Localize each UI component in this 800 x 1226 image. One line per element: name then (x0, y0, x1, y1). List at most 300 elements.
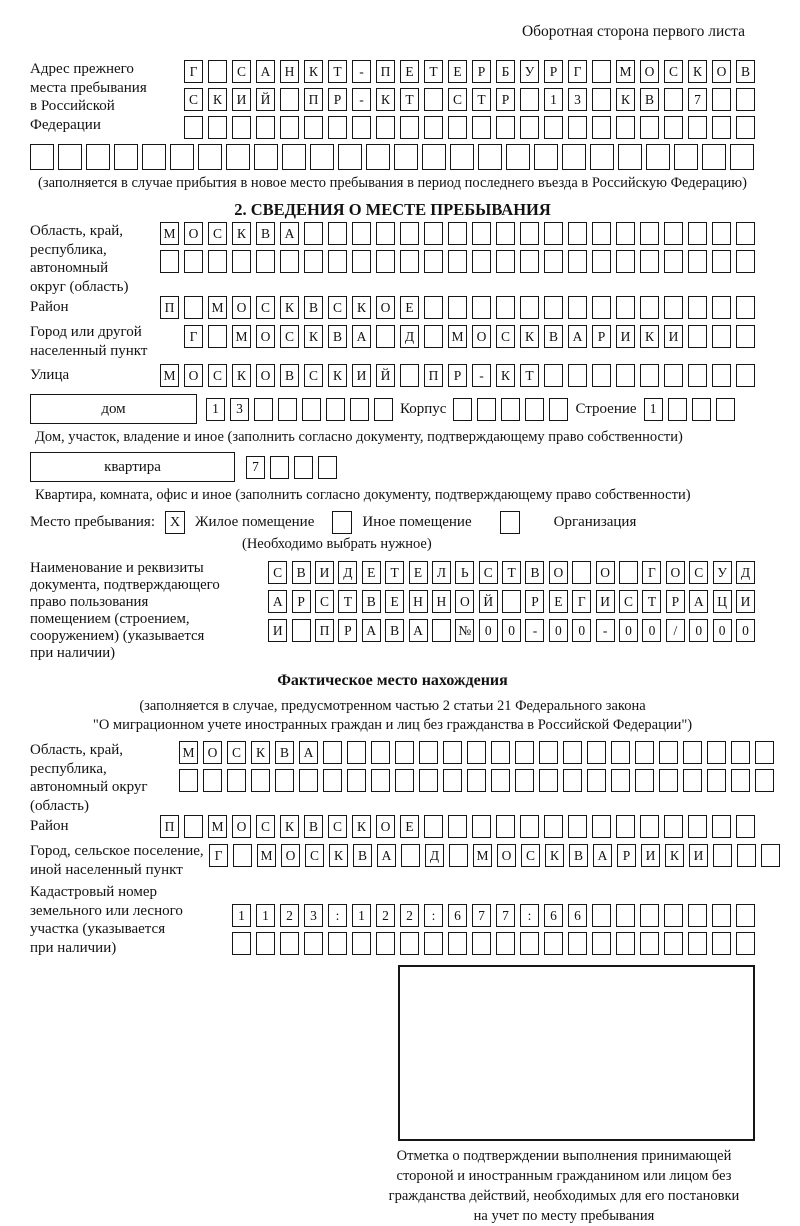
char-cell[interactable]: 2 (376, 904, 395, 927)
char-cell[interactable] (170, 144, 194, 170)
char-cell[interactable] (683, 769, 702, 792)
char-cell[interactable] (310, 144, 334, 170)
char-cell[interactable] (395, 741, 414, 764)
char-cell[interactable] (184, 815, 203, 838)
char-cell[interactable]: 0 (642, 619, 661, 642)
char-cell[interactable] (338, 144, 362, 170)
char-cell[interactable] (424, 88, 443, 111)
char-cell[interactable]: № (455, 619, 474, 642)
char-cell[interactable]: К (688, 60, 707, 83)
char-cell[interactable]: Р (666, 590, 685, 613)
char-cell[interactable] (520, 815, 539, 838)
char-cell[interactable] (568, 116, 587, 139)
char-cell[interactable] (294, 456, 313, 479)
char-cell[interactable] (160, 250, 179, 273)
char-cell[interactable] (664, 88, 683, 111)
char-cell[interactable]: К (329, 844, 348, 867)
char-cell[interactable] (419, 741, 438, 764)
char-cell[interactable]: М (179, 741, 198, 764)
char-cell[interactable] (668, 398, 687, 421)
char-cell[interactable]: С (328, 296, 347, 319)
char-cell[interactable] (424, 296, 443, 319)
char-cell[interactable]: К (545, 844, 564, 867)
char-cell[interactable] (520, 222, 539, 245)
char-cell[interactable] (472, 932, 491, 955)
char-cell[interactable] (86, 144, 110, 170)
char-cell[interactable]: С (184, 88, 203, 111)
char-cell[interactable] (707, 741, 726, 764)
char-cell[interactable] (544, 296, 563, 319)
char-cell[interactable]: О (666, 561, 685, 584)
char-cell[interactable] (549, 398, 568, 421)
char-cell[interactable]: К (232, 364, 251, 387)
char-cell[interactable] (328, 250, 347, 273)
char-cell[interactable] (664, 250, 683, 273)
char-cell[interactable] (232, 932, 251, 955)
char-cell[interactable] (443, 769, 462, 792)
char-cell[interactable]: Р (338, 619, 357, 642)
char-cell[interactable] (114, 144, 138, 170)
char-cell[interactable]: О (472, 325, 491, 348)
char-cell[interactable] (496, 296, 515, 319)
char-cell[interactable] (664, 815, 683, 838)
char-cell[interactable] (328, 222, 347, 245)
char-cell[interactable] (659, 741, 678, 764)
char-cell[interactable] (371, 769, 390, 792)
char-cell[interactable]: Н (409, 590, 428, 613)
char-cell[interactable]: М (160, 364, 179, 387)
char-cell[interactable]: К (640, 325, 659, 348)
char-cell[interactable] (688, 116, 707, 139)
char-cell[interactable]: 3 (230, 398, 249, 421)
char-cell[interactable]: К (665, 844, 684, 867)
char-cell[interactable]: Т (642, 590, 661, 613)
char-cell[interactable]: Е (409, 561, 428, 584)
char-cell[interactable] (304, 932, 323, 955)
char-cell[interactable] (347, 741, 366, 764)
char-cell[interactable] (525, 398, 544, 421)
char-cell[interactable] (30, 144, 54, 170)
char-cell[interactable] (640, 932, 659, 955)
char-cell[interactable]: В (640, 88, 659, 111)
char-cell[interactable] (664, 222, 683, 245)
char-cell[interactable] (618, 144, 642, 170)
char-cell[interactable] (640, 364, 659, 387)
char-cell[interactable] (674, 144, 698, 170)
char-cell[interactable] (227, 769, 246, 792)
char-cell[interactable] (539, 741, 558, 764)
char-cell[interactable] (376, 116, 395, 139)
char-cell[interactable]: П (304, 88, 323, 111)
char-cell[interactable]: Р (592, 325, 611, 348)
char-cell[interactable] (326, 398, 345, 421)
char-cell[interactable] (347, 769, 366, 792)
char-cell[interactable] (590, 144, 614, 170)
char-cell[interactable] (448, 222, 467, 245)
char-cell[interactable] (400, 932, 419, 955)
char-cell[interactable]: И (315, 561, 334, 584)
char-cell[interactable]: 3 (304, 904, 323, 927)
char-cell[interactable] (395, 769, 414, 792)
char-cell[interactable] (506, 144, 530, 170)
char-cell[interactable]: Р (292, 590, 311, 613)
char-cell[interactable]: Й (256, 88, 275, 111)
char-cell[interactable] (184, 116, 203, 139)
char-cell[interactable] (640, 904, 659, 927)
char-cell[interactable]: В (385, 619, 404, 642)
char-cell[interactable]: Г (209, 844, 228, 867)
char-cell[interactable]: 0 (572, 619, 591, 642)
char-cell[interactable] (544, 932, 563, 955)
char-cell[interactable]: О (497, 844, 516, 867)
char-cell[interactable] (616, 116, 635, 139)
char-cell[interactable]: - (596, 619, 615, 642)
char-cell[interactable] (640, 815, 659, 838)
char-cell[interactable]: 0 (619, 619, 638, 642)
char-cell[interactable] (755, 741, 774, 764)
char-cell[interactable] (58, 144, 82, 170)
char-cell[interactable]: А (377, 844, 396, 867)
char-cell[interactable]: У (713, 561, 732, 584)
char-cell[interactable]: О (256, 364, 275, 387)
char-cell[interactable]: И (352, 364, 371, 387)
char-cell[interactable]: О (184, 364, 203, 387)
char-cell[interactable]: А (568, 325, 587, 348)
char-cell[interactable] (688, 932, 707, 955)
char-cell[interactable] (232, 116, 251, 139)
char-cell[interactable] (539, 769, 558, 792)
char-cell[interactable]: М (160, 222, 179, 245)
char-cell[interactable] (366, 144, 390, 170)
char-cell[interactable]: Е (400, 815, 419, 838)
char-cell[interactable] (400, 222, 419, 245)
char-cell[interactable] (731, 741, 750, 764)
char-cell[interactable] (592, 250, 611, 273)
char-cell[interactable]: С (256, 296, 275, 319)
char-cell[interactable] (755, 769, 774, 792)
char-cell[interactable] (712, 325, 731, 348)
char-cell[interactable] (208, 250, 227, 273)
char-cell[interactable]: С (208, 222, 227, 245)
char-cell[interactable]: М (473, 844, 492, 867)
char-cell[interactable]: К (328, 364, 347, 387)
char-cell[interactable] (400, 364, 419, 387)
char-cell[interactable]: Ь (455, 561, 474, 584)
char-cell[interactable] (352, 222, 371, 245)
char-cell[interactable]: / (666, 619, 685, 642)
char-cell[interactable] (616, 932, 635, 955)
char-cell[interactable] (688, 325, 707, 348)
stay-type-checkbox-residential[interactable]: X (165, 511, 185, 534)
char-cell[interactable]: С (208, 364, 227, 387)
char-cell[interactable] (424, 815, 443, 838)
char-cell[interactable] (422, 144, 446, 170)
char-cell[interactable]: А (268, 590, 287, 613)
char-cell[interactable]: И (736, 590, 755, 613)
char-cell[interactable]: В (304, 815, 323, 838)
char-cell[interactable]: : (424, 904, 443, 927)
char-cell[interactable]: 0 (689, 619, 708, 642)
char-cell[interactable] (736, 116, 755, 139)
char-cell[interactable] (664, 364, 683, 387)
char-cell[interactable] (568, 815, 587, 838)
char-cell[interactable] (251, 769, 270, 792)
char-cell[interactable] (712, 364, 731, 387)
char-cell[interactable]: О (256, 325, 275, 348)
char-cell[interactable] (208, 60, 227, 83)
char-cell[interactable]: О (596, 561, 615, 584)
char-cell[interactable]: В (280, 364, 299, 387)
char-cell[interactable] (707, 769, 726, 792)
char-cell[interactable]: О (549, 561, 568, 584)
char-cell[interactable] (491, 769, 510, 792)
char-cell[interactable] (736, 250, 755, 273)
char-cell[interactable] (592, 364, 611, 387)
char-cell[interactable] (376, 325, 395, 348)
char-cell[interactable]: Р (448, 364, 467, 387)
char-cell[interactable]: 0 (736, 619, 755, 642)
char-cell[interactable] (664, 904, 683, 927)
char-cell[interactable]: 2 (400, 904, 419, 927)
char-cell[interactable]: С (280, 325, 299, 348)
char-cell[interactable] (323, 741, 342, 764)
char-cell[interactable] (692, 398, 711, 421)
char-cell[interactable]: К (496, 364, 515, 387)
char-cell[interactable] (683, 741, 702, 764)
char-cell[interactable] (592, 222, 611, 245)
char-cell[interactable] (761, 844, 780, 867)
char-cell[interactable]: Р (328, 88, 347, 111)
char-cell[interactable] (376, 222, 395, 245)
char-cell[interactable]: Й (376, 364, 395, 387)
char-cell[interactable]: К (208, 88, 227, 111)
char-cell[interactable] (544, 222, 563, 245)
char-cell[interactable] (616, 250, 635, 273)
char-cell[interactable] (659, 769, 678, 792)
char-cell[interactable]: - (472, 364, 491, 387)
char-cell[interactable]: Р (525, 590, 544, 613)
char-cell[interactable]: Ц (713, 590, 732, 613)
char-cell[interactable]: П (376, 60, 395, 83)
char-cell[interactable] (350, 398, 369, 421)
house-box[interactable]: дом (30, 394, 197, 424)
char-cell[interactable]: 6 (544, 904, 563, 927)
char-cell[interactable] (491, 741, 510, 764)
char-cell[interactable] (304, 222, 323, 245)
char-cell[interactable]: Т (400, 88, 419, 111)
char-cell[interactable]: Д (400, 325, 419, 348)
char-cell[interactable] (635, 769, 654, 792)
char-cell[interactable]: 7 (688, 88, 707, 111)
char-cell[interactable]: А (352, 325, 371, 348)
char-cell[interactable]: Р (496, 88, 515, 111)
char-cell[interactable]: Н (432, 590, 451, 613)
char-cell[interactable]: У (520, 60, 539, 83)
char-cell[interactable] (419, 769, 438, 792)
char-cell[interactable]: В (275, 741, 294, 764)
char-cell[interactable]: В (328, 325, 347, 348)
char-cell[interactable] (572, 561, 591, 584)
char-cell[interactable]: Е (385, 590, 404, 613)
char-cell[interactable]: М (616, 60, 635, 83)
char-cell[interactable]: С (268, 561, 287, 584)
char-cell[interactable]: С (689, 561, 708, 584)
char-cell[interactable]: 7 (472, 904, 491, 927)
char-cell[interactable]: К (232, 222, 251, 245)
char-cell[interactable]: С (256, 815, 275, 838)
char-cell[interactable] (478, 144, 502, 170)
char-cell[interactable]: В (304, 296, 323, 319)
char-cell[interactable]: Д (736, 561, 755, 584)
char-cell[interactable]: Т (385, 561, 404, 584)
char-cell[interactable]: Б (496, 60, 515, 83)
char-cell[interactable]: А (409, 619, 428, 642)
char-cell[interactable]: В (544, 325, 563, 348)
char-cell[interactable]: Т (502, 561, 521, 584)
char-cell[interactable]: С (448, 88, 467, 111)
char-cell[interactable] (275, 769, 294, 792)
char-cell[interactable]: С (521, 844, 540, 867)
char-cell[interactable] (520, 250, 539, 273)
char-cell[interactable] (562, 144, 586, 170)
char-cell[interactable] (646, 144, 670, 170)
char-cell[interactable] (256, 250, 275, 273)
char-cell[interactable]: Т (424, 60, 443, 83)
char-cell[interactable]: С (619, 590, 638, 613)
char-cell[interactable] (432, 619, 451, 642)
char-cell[interactable] (712, 932, 731, 955)
char-cell[interactable] (587, 741, 606, 764)
char-cell[interactable]: О (184, 222, 203, 245)
char-cell[interactable]: Е (400, 60, 419, 83)
char-cell[interactable]: О (376, 815, 395, 838)
char-cell[interactable] (736, 296, 755, 319)
char-cell[interactable]: - (525, 619, 544, 642)
char-cell[interactable] (736, 932, 755, 955)
char-cell[interactable]: О (232, 296, 251, 319)
char-cell[interactable] (544, 250, 563, 273)
char-cell[interactable] (270, 456, 289, 479)
char-cell[interactable] (318, 456, 337, 479)
char-cell[interactable]: О (232, 815, 251, 838)
char-cell[interactable]: 6 (448, 904, 467, 927)
char-cell[interactable] (371, 741, 390, 764)
char-cell[interactable]: Г (184, 60, 203, 83)
char-cell[interactable]: Д (338, 561, 357, 584)
char-cell[interactable] (730, 144, 754, 170)
char-cell[interactable] (736, 325, 755, 348)
char-cell[interactable] (376, 250, 395, 273)
char-cell[interactable]: В (569, 844, 588, 867)
char-cell[interactable] (256, 932, 275, 955)
char-cell[interactable]: М (257, 844, 276, 867)
char-cell[interactable]: 2 (280, 904, 299, 927)
char-cell[interactable] (712, 815, 731, 838)
char-cell[interactable] (472, 296, 491, 319)
char-cell[interactable]: 0 (713, 619, 732, 642)
char-cell[interactable]: Т (338, 590, 357, 613)
char-cell[interactable]: И (641, 844, 660, 867)
char-cell[interactable]: В (362, 590, 381, 613)
char-cell[interactable] (563, 741, 582, 764)
char-cell[interactable] (374, 398, 393, 421)
char-cell[interactable]: 0 (479, 619, 498, 642)
char-cell[interactable] (477, 398, 496, 421)
char-cell[interactable]: Т (472, 88, 491, 111)
char-cell[interactable] (208, 325, 227, 348)
char-cell[interactable]: С (664, 60, 683, 83)
char-cell[interactable]: С (496, 325, 515, 348)
char-cell[interactable] (328, 932, 347, 955)
char-cell[interactable] (448, 932, 467, 955)
stay-type-checkbox-other[interactable] (332, 511, 352, 534)
char-cell[interactable] (323, 769, 342, 792)
char-cell[interactable]: И (664, 325, 683, 348)
char-cell[interactable] (400, 116, 419, 139)
char-cell[interactable]: П (160, 815, 179, 838)
char-cell[interactable] (496, 116, 515, 139)
stay-type-checkbox-organization[interactable] (500, 511, 520, 534)
char-cell[interactable] (233, 844, 252, 867)
char-cell[interactable] (592, 815, 611, 838)
char-cell[interactable] (736, 904, 755, 927)
char-cell[interactable]: А (256, 60, 275, 83)
char-cell[interactable] (515, 769, 534, 792)
char-cell[interactable]: О (281, 844, 300, 867)
char-cell[interactable] (611, 741, 630, 764)
char-cell[interactable] (453, 398, 472, 421)
char-cell[interactable]: Е (448, 60, 467, 83)
char-cell[interactable] (712, 116, 731, 139)
char-cell[interactable] (568, 250, 587, 273)
char-cell[interactable]: 0 (549, 619, 568, 642)
char-cell[interactable] (592, 116, 611, 139)
char-cell[interactable]: - (352, 60, 371, 83)
char-cell[interactable] (226, 144, 250, 170)
char-cell[interactable] (424, 932, 443, 955)
char-cell[interactable] (400, 250, 419, 273)
char-cell[interactable]: С (304, 364, 323, 387)
char-cell[interactable]: Н (280, 60, 299, 83)
char-cell[interactable] (472, 116, 491, 139)
char-cell[interactable] (640, 250, 659, 273)
char-cell[interactable] (664, 116, 683, 139)
char-cell[interactable] (568, 222, 587, 245)
char-cell[interactable]: И (268, 619, 287, 642)
char-cell[interactable]: 1 (206, 398, 225, 421)
char-cell[interactable] (467, 741, 486, 764)
char-cell[interactable] (299, 769, 318, 792)
char-cell[interactable] (328, 116, 347, 139)
char-cell[interactable] (254, 144, 278, 170)
char-cell[interactable] (448, 296, 467, 319)
char-cell[interactable] (304, 116, 323, 139)
char-cell[interactable] (520, 88, 539, 111)
char-cell[interactable] (292, 619, 311, 642)
char-cell[interactable] (640, 222, 659, 245)
char-cell[interactable] (302, 398, 321, 421)
char-cell[interactable] (592, 60, 611, 83)
char-cell[interactable]: Е (362, 561, 381, 584)
char-cell[interactable] (203, 769, 222, 792)
char-cell[interactable]: А (280, 222, 299, 245)
char-cell[interactable]: К (280, 296, 299, 319)
char-cell[interactable] (443, 741, 462, 764)
char-cell[interactable]: К (304, 60, 323, 83)
char-cell[interactable] (616, 222, 635, 245)
char-cell[interactable]: М (448, 325, 467, 348)
char-cell[interactable] (736, 364, 755, 387)
